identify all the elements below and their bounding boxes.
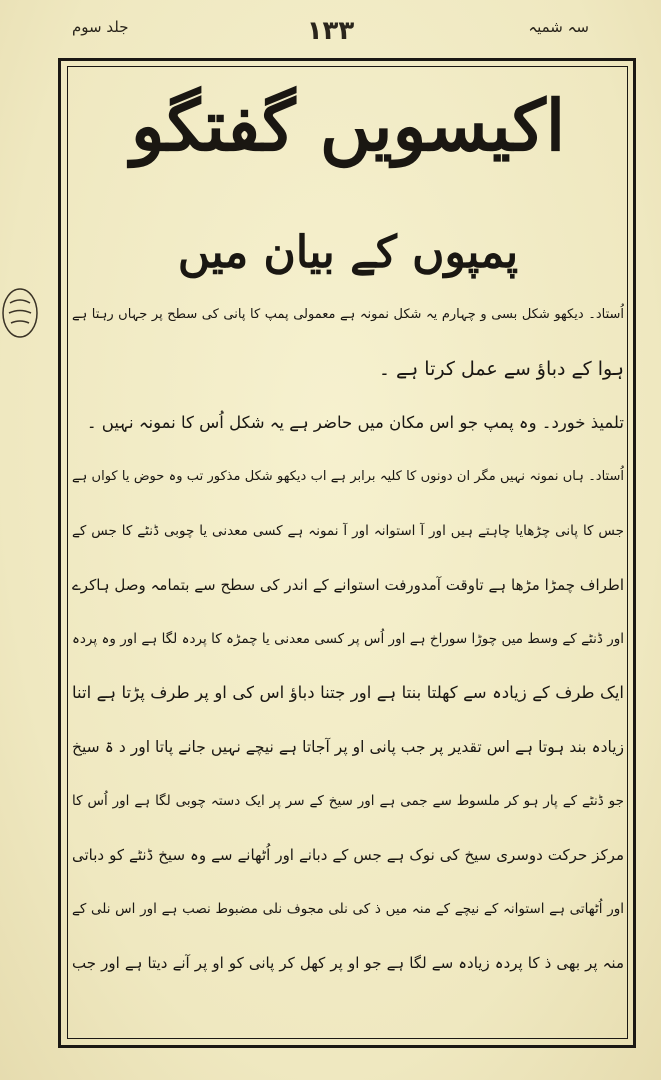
chapter-title: اکیسویں گفتگو — [130, 84, 566, 167]
text-line: جس کا پانی چڑھایا چاہتے ہیں اور آ استوانہ اور آ نمونہ ہے کسی معدنی یا چوبی ڈنٹے کا جس کے — [72, 523, 624, 539]
text-line: ہوا کے دباؤ سے عمل کرتا ہے ۔ — [378, 358, 624, 380]
page-number: ۱۳۳ — [306, 16, 355, 46]
text-line: مرکز حرکت دوسری سیخ کی نوک ہے جس کے دبانے اور اُٹھانے سے وہ سیخ ڈنٹے کو دباتی — [72, 846, 624, 864]
volume-label: جلد سوم — [72, 18, 129, 36]
body-text — [72, 288, 624, 990]
text-line: زیادہ بند ہوتا ہے اس تقدیر پر جب پانی او پر آجاتا ہے نیچے نہیں جانے پاتا اور د ۃ سیخ — [72, 738, 624, 756]
text-line: اطراف چمڑا مڑھا ہے تاوقت آمدورفت استوانے کے اندر کی سطح سے بتمامہ وصل ہاکرے — [72, 576, 624, 594]
running-header: سہ شمیہ — [528, 18, 589, 36]
text-line: اُستاد۔ دیکھو شکل بسی و چہارم یہ شکل نمونہ ہے معمولی پمپ کا پانی کی سطح پر جہاں رہتا ہے — [72, 307, 624, 322]
margin-stamp-icon — [0, 285, 44, 341]
text-line: جو ڈنٹے کے پار ہو کر ملسوط سے جمی ہے اور سیخ کے سر پر ایک دستہ چوبی لگا ہے اور اُس کا — [72, 793, 624, 809]
chapter-subtitle: پمپوں کے بیان میں — [177, 227, 519, 278]
text-line: منہ پر بھی ذ کا پردہ زیادہ سے لگا ہے جو او پر کھل کر پانی کو او پر آنے دیتا ہے اور جب — [72, 954, 624, 972]
text-line: اور ڈنٹے کے وسط میں چوڑا سوراخ ہے اور اُس پر کسی معدنی یا چمڑہ کا پردہ لگا ہے اور وہ پردہ — [72, 631, 624, 647]
text-line: تلمیذ خورد۔ وہ پمپ جو اس مکان میں حاضر ہے یہ شکل اُس کا نمونہ نہیں ۔ — [86, 413, 624, 432]
text-line: ایک طرف کے زیادہ سے کھلتا بنتا ہے اور جتنا دباؤ اس کی او پر طرف پڑتا ہے اتنا — [72, 683, 624, 702]
text-line: اور اُٹھاتی ہے استوانہ کے نیچے کے منہ میں ذ کی نلی مجوف نلی مضبوط نصب ہے اور اس نلی کے — [72, 901, 624, 917]
text-line: اُستاد۔ ہاں نمونہ نہیں مگر ان دونوں کا کلیہ برابر ہے اب دیکھو شکل مذکور تب وہ حوض یا کواں ہے — [72, 469, 624, 484]
